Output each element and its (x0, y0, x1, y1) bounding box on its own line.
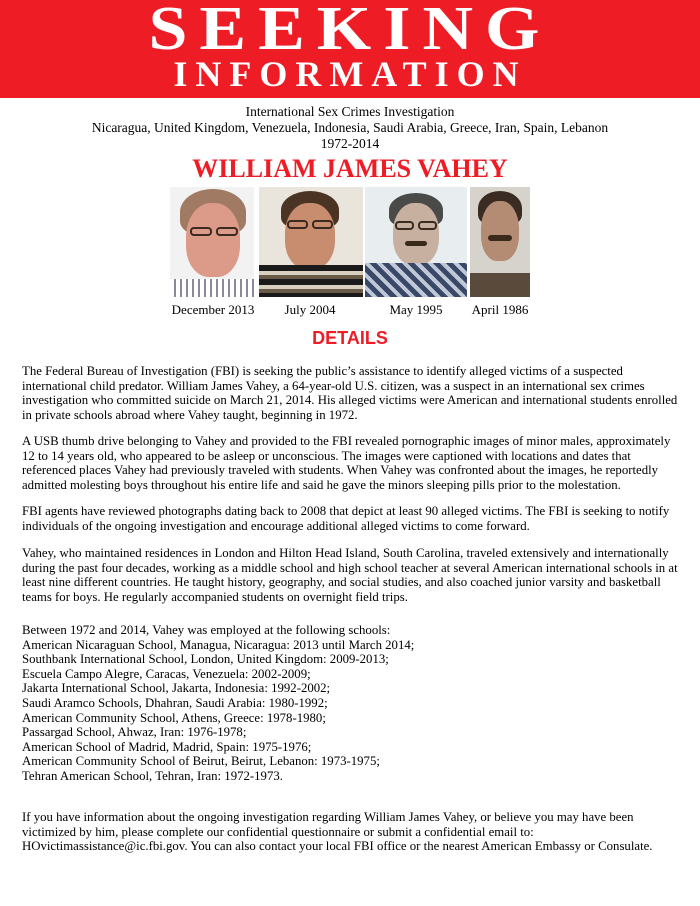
paragraph-summary: The Federal Bureau of Investigation (FBI) is seeking the public’s assistance to identify alleged victims of a suspected international child predator. William James Vahey, a 64-year-old U.S. citizen, was a suspect in an international sex crimes investigation who committed suicide on March 21, 2014. His alleged victims were American and international students enrolled in private schools abroad where Vahey taught, beginning in 1972. (22, 364, 678, 422)
photo-caption: July 2004 (284, 302, 336, 317)
paragraph-background: Vahey, who maintained residences in London and Hilton Head Island, South Carolina, traveled extensively and internationally during the past four decades, working as a middle school and high school teacher at several American international schools in at least nine different countries. He taught history, geography, and social studies, and also coached junior varsity and basketball teams for boys. He regularly accompanied students on overnight field trips. (22, 546, 678, 604)
subject-photo-1986 (470, 187, 530, 297)
countries-list: Nicaragua, United Kingdom, Venezuela, Indonesia, Saudi Arabia, Greece, Iran, Spain, Lebanon (91, 120, 609, 135)
school-item: Escuela Campo Alegre, Caracas, Venezuela: 2002-2009; (22, 666, 311, 681)
details-heading: DETAILS (312, 328, 388, 348)
paragraph-contact: If you have information about the ongoing investigation regarding William James Vahey, or believe you may have been victimized by him, please complete our confidential questionnaire or submit a confidential email to: HOvictimassistance@ic.fbi.gov. You can also contact your local FBI office or the nearest American Embassy or Consulate. (22, 810, 653, 854)
subject-photo-2004 (259, 187, 363, 297)
school-item: Tehran American School, Tehran, Iran: 1972-1973. (22, 768, 283, 783)
banner-title: SEEKING (148, 0, 552, 64)
school-item: Jakarta International School, Jakarta, Indonesia: 1992-2002; (22, 681, 331, 696)
seeking-information-banner (0, 0, 700, 98)
school-item: Southbank International School, London, United Kingdom: 2009-2013; (22, 652, 389, 667)
photo-caption: December 2013 (171, 302, 255, 317)
investigation-title: International Sex Crimes Investigation (245, 104, 455, 119)
schools-intro: Between 1972 and 2014, Vahey was employed at the following schools: (22, 623, 391, 637)
subject-name: WILLIAM JAMES VAHEY (192, 154, 508, 183)
school-item: American School of Madrid, Madrid, Spain: 1975-1976; (22, 739, 312, 754)
banner-subtitle: INFORMATION (173, 54, 527, 94)
school-item: Passargad School, Ahwaz, Iran: 1976-1978; (22, 725, 247, 740)
date-range: 1972-2014 (320, 136, 380, 151)
school-item: American Nicaraguan School, Managua, Nicaragua: 2013 until March 2014; (22, 637, 415, 652)
school-item: Saudi Aramco Schools, Dhahran, Saudi Arabia: 1980-1992; (22, 695, 328, 710)
paragraph-victims: FBI agents have reviewed photographs dating back to 2008 that depict at least 90 alleged victims. The FBI is seeking to notify individuals of the ongoing investigation and encourage additional alleged victims to come forward. (22, 504, 670, 533)
schools-list (22, 623, 682, 784)
school-item: American Community School of Beirut, Beirut, Lebanon: 1973-1975; (22, 754, 380, 769)
paragraph-evidence: A USB thumb drive belonging to Vahey and provided to the FBI revealed pornographic images of minor males, approximately 12 to 14 years old, who appeared to be asleep or unconscious. The images were captioned with locations and dates that referenced places Vahey had previously traveled with students. When Vahey was confronted about the images, he reportedly admitted molesting boys throughout his entire life and said he gave the minors sleeping pills prior to the molestation. (22, 434, 671, 492)
photo-caption: April 1986 (471, 302, 529, 317)
photo-caption: May 1995 (389, 302, 443, 317)
subject-photo-1995 (365, 187, 467, 297)
subject-photo-2013 (170, 187, 254, 297)
school-item: American Community School, Athens, Greece: 1978-1980; (22, 710, 326, 725)
